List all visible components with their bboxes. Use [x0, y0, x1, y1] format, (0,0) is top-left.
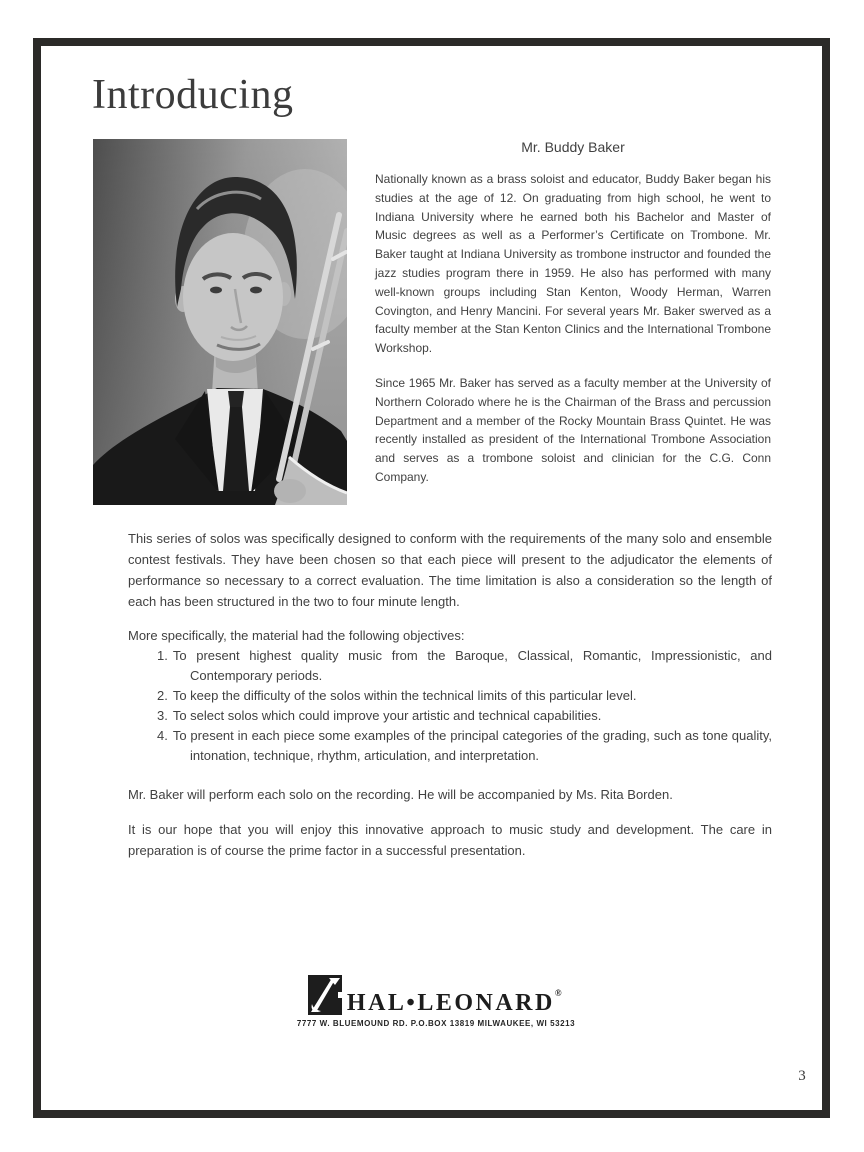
page-title: Introducing: [92, 72, 294, 118]
objectives-list: [128, 646, 772, 766]
objectives-intro: More specifically, the material had the following objectives:: [128, 628, 465, 643]
publisher-name-text: HAL•LEONARD: [346, 990, 555, 1016]
objective-number: 1.: [157, 648, 168, 663]
objective-item-4: [128, 726, 772, 766]
objective-text: To present highest quality music from the Baroque, Classical, Romantic, Impressionistic, and Contemporary periods.: [172, 648, 772, 683]
recording-paragraph: Mr. Baker will perform each solo on the recording. He will be accompanied by Ms. Rita Borden.: [128, 787, 673, 802]
objective-number: 2.: [157, 688, 168, 703]
objective-item-1: [128, 646, 772, 686]
closing-paragraph: It is our hope that you will enjoy this innovative approach to music study and development. The care in preparation is of course the prime factor in a successful presentation.: [128, 822, 772, 858]
bio-column: [375, 139, 771, 503]
registered-mark: ®: [554, 988, 565, 998]
bio-paragraph-2: Since 1965 Mr. Baker has served as a faculty member at the University of Northern Colorado where he is the Chairman of the Brass and percussion Department and a member of the Rocky Mountain Brass Quintet. He was recently installed as president of the International Trombone Association and serves as a trombone soloist and clinician for the C.G. Conn Company.: [375, 375, 771, 484]
objective-text: To present in each piece some examples of the principal categories of the grading, such as tone quality, intonation, technique, rhythm, articulation, and interpretation.: [172, 728, 772, 763]
hal-leonard-logo-icon: [308, 975, 342, 1015]
objective-item-2: [128, 686, 772, 706]
buddy-baker-portrait-photo: [93, 139, 347, 505]
publisher-name: [347, 989, 564, 1015]
page-number: 3: [798, 1068, 806, 1084]
publisher-logo: [295, 975, 577, 1028]
objective-text: To select solos which could improve your artistic and technical capabilities.: [172, 708, 602, 723]
bio-heading: Mr. Buddy Baker: [521, 139, 625, 155]
publisher-logo-row: [308, 975, 564, 1015]
objective-number: 4.: [157, 728, 168, 743]
bio-paragraph-1: Nationally known as a brass soloist and educator, Buddy Baker began his studies at the age of 12. On graduating from high school, he went to Indiana University where he earned both his Bachelor and Master of Music degrees as well as a Performer’s Certificate on Trombone. Mr. Baker taught at Indiana University as trombone instructor and founded the jazz studies program there in 1959. He also has performed with many well-known groups including Stan Kenton, Woody Herman, Warren Covington, and Henry Mancini. For several years Mr. Baker swerved as a faculty member at the Stan Kenton Clinics and the International Trombone Workshop.: [375, 172, 771, 356]
objective-text: To keep the difficulty of the solos within the technical limits of this particular level.: [172, 688, 637, 703]
publisher-address: 7777 W. BLUEMOUND RD. P.O.BOX 13819 MILWAUKEE, WI 53213: [296, 1019, 576, 1028]
body-text: [128, 528, 772, 861]
objective-number: 3.: [157, 708, 168, 723]
series-paragraph: This series of solos was specifically designed to conform with the requirements of the many solo and ensemble contest festivals. They have been chosen so that each piece will present to the adjudicator the elements of performance so necessary to a correct evaluation. The time limitation is also a consideration so the length of each has been structured in the two to four minute length.: [128, 531, 772, 609]
objective-item-3: [128, 706, 772, 726]
